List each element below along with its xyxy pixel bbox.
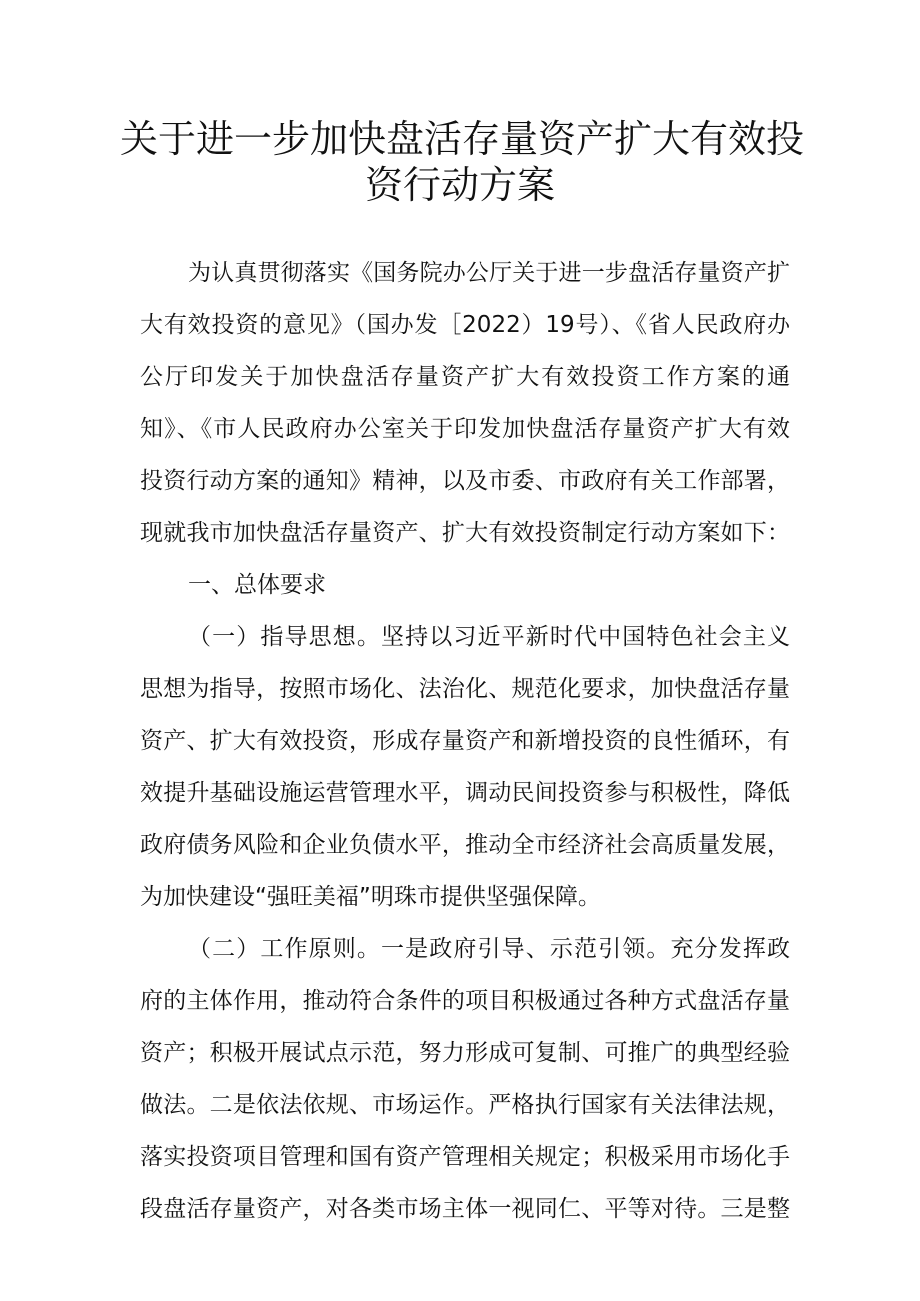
- paragraph-line: 效提升基础设施运营管理水平，调动民间投资参与积极性，降低: [140, 780, 790, 806]
- document-title-line-2: 资行动方案: [364, 163, 555, 207]
- paragraph-line: 为加快建设“强旺美福”明珠市提供坚强保障。: [140, 884, 601, 910]
- paragraph-line: 为认真贯彻落实《国务院办公厅关于进一步盘活存量资产扩: [188, 260, 790, 286]
- paragraph-line: 落实投资项目管理和国有资产管理相关规定；积极采用市场化手: [140, 1144, 790, 1170]
- paragraph-line: （一）指导思想。坚持以习近平新时代中国特色社会主义: [188, 624, 790, 650]
- paragraph-line: （二）工作原则。一是政府引导、示范引领。充分发挥政: [188, 936, 790, 962]
- paragraph-line: 现就我市加快盘活存量资产、扩大有效投资制定行动方案如下：: [140, 520, 790, 546]
- paragraph-line: 政府债务风险和企业负债水平，推动全市经济社会高质量发展，: [140, 832, 790, 858]
- paragraph-line: 段盘活存量资产，对各类市场主体一视同仁、平等对待。三是整: [140, 1196, 790, 1222]
- paragraph-line: 投资行动方案的通知》精神，以及市委、市政府有关工作部署，: [140, 468, 790, 494]
- section-heading: 一、总体要求: [188, 572, 326, 598]
- paragraph-line: 公厅印发关于加快盘活存量资产扩大有效投资工作方案的通: [140, 364, 790, 390]
- paragraph-line: 资产、扩大有效投资，形成存量资产和新增投资的良性循环，有: [140, 728, 790, 754]
- paragraph-line: 做法。二是依法依规、市场运作。严格执行国家有关法律法规，: [140, 1092, 790, 1118]
- paragraph-line: 知》、《市人民政府办公室关于印发加快盘活存量资产扩大有效: [140, 416, 790, 442]
- paragraph-line: 大有效投资的意见》（国办发［2022）19号）、《省人民政府办: [140, 312, 790, 338]
- paragraph-line: 资产；积极开展试点示范，努力形成可复制、可推广的典型经验: [140, 1040, 790, 1066]
- document-title-line-1: 关于进一步加快盘活存量资产扩大有效投: [120, 117, 805, 161]
- paragraph-line: 思想为指导，按照市场化、法治化、规范化要求，加快盘活存量: [140, 676, 790, 702]
- paragraph-line: 府的主体作用，推动符合条件的项目积极通过各种方式盘活存量: [140, 988, 790, 1014]
